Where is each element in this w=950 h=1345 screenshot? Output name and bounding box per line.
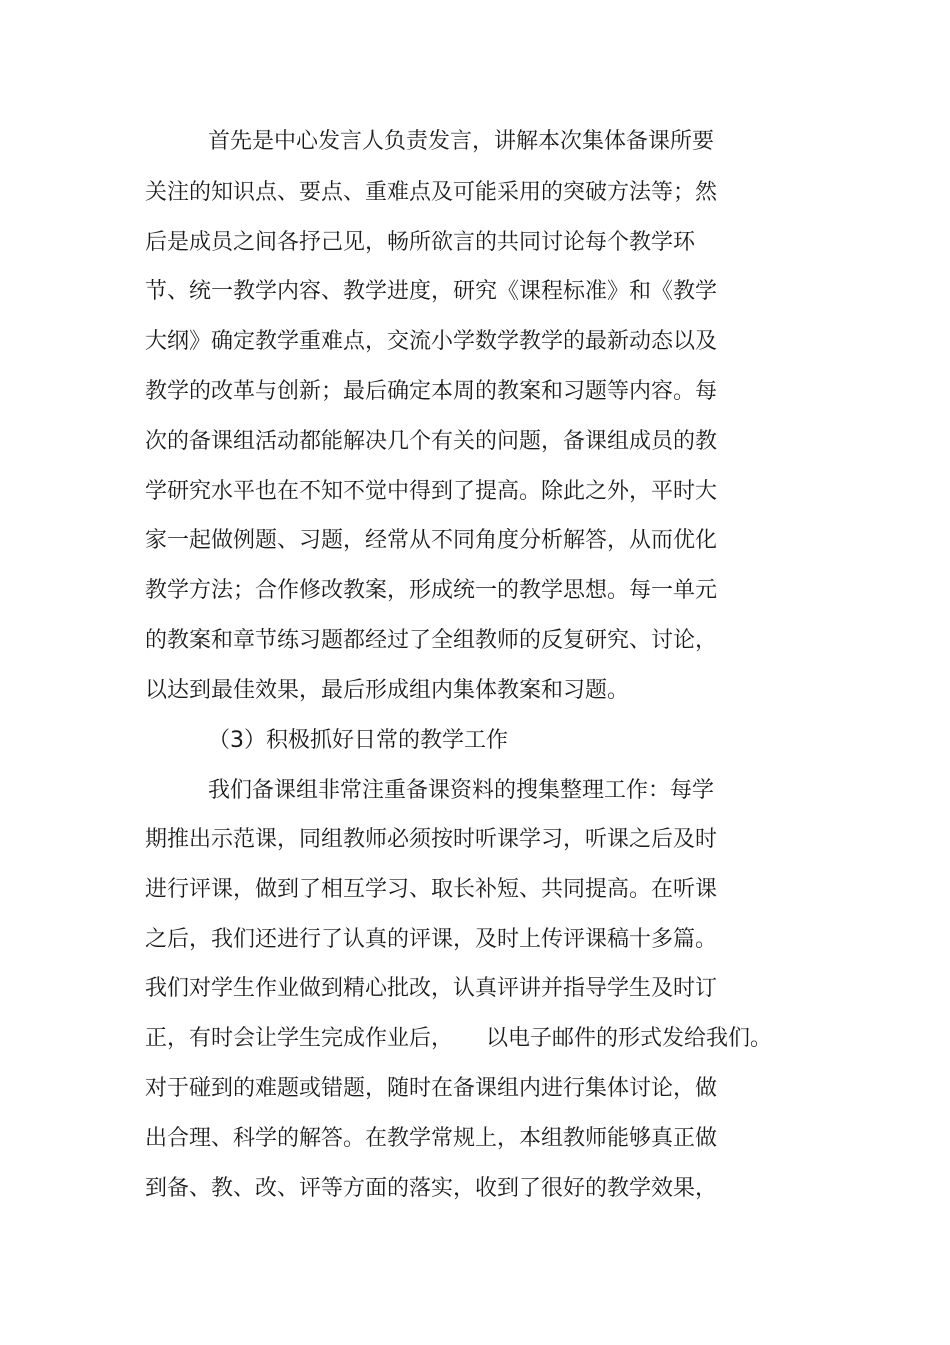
paragraph-1-line-12: 以达到最佳效果，最后形成组内集体教案和习题。 — [145, 678, 630, 703]
paragraph-2-line-2: 期推出示范课，同组教师必须按时听课学习，听课之后及时 — [145, 827, 718, 852]
section-heading: （3）积极抓好日常的教学工作 — [208, 728, 508, 753]
paragraph-2-line-8: 出合理、科学的解答。在教学常规上，本组教师能够真正做 — [145, 1126, 718, 1151]
paragraph-1-line-10: 教学方法；合作修改教案，形成统一的教学思想。每一单元 — [145, 578, 718, 603]
paragraph-1-line-7: 次的备课组活动都能解决几个有关的问题，备课组成员的教 — [145, 429, 718, 454]
paragraph-1-line-9: 家一起做例题、习题，经常从不同角度分析解答，从而优化 — [145, 528, 718, 553]
paragraph-1-line-3: 后是成员之间各抒己见，畅所欲言的共同讨论每个教学环 — [145, 230, 696, 255]
paragraph-2-line-6: 正，有时会让学生完成作业后， 以电子邮件的形式发给我们。 — [145, 1026, 773, 1051]
paragraph-1-line-8: 学研究水平也在不知不觉中得到了提高。除此之外，平时大 — [145, 479, 718, 504]
paragraph-2-line-3: 进行评课，做到了相互学习、取长补短、共同提高。在听课 — [145, 877, 718, 902]
paragraph-2-line-4: 之后，我们还进行了认真的评课，及时上传评课稿十多篇。 — [145, 927, 718, 952]
paragraph-1-line-5: 大纲》确定教学重难点，交流小学数学教学的最新动态以及 — [145, 329, 718, 354]
paragraph-1-line-6: 教学的改革与创新；最后确定本周的教案和习题等内容。每 — [145, 379, 718, 404]
paragraph-1-line-2: 关注的知识点、要点、重难点及可能采用的突破方法等；然 — [145, 180, 718, 205]
paragraph-1-line-4: 节、统一教学内容、教学进度，研究《课程标准》和《教学 — [145, 279, 718, 304]
paragraph-2-line-9: 到备、教、改、评等方面的落实，收到了很好的教学效果， — [145, 1176, 718, 1201]
paragraph-2-line-5: 我们对学生作业做到精心批改，认真评讲并指导学生及时订 — [145, 976, 718, 1001]
paragraph-1-line-11: 的教案和章节练习题都经过了全组教师的反复研究、讨论， — [145, 628, 718, 653]
paragraph-2-line-7: 对于碰到的难题或错题，随时在备课组内进行集体讨论，做 — [145, 1076, 718, 1101]
paragraph-1-line-1: 首先是中心发言人负责发言，讲解本次集体备课所要 — [208, 129, 715, 154]
paragraph-2-line-1: 我们备课组非常注重备课资料的搜集整理工作：每学 — [208, 778, 715, 803]
